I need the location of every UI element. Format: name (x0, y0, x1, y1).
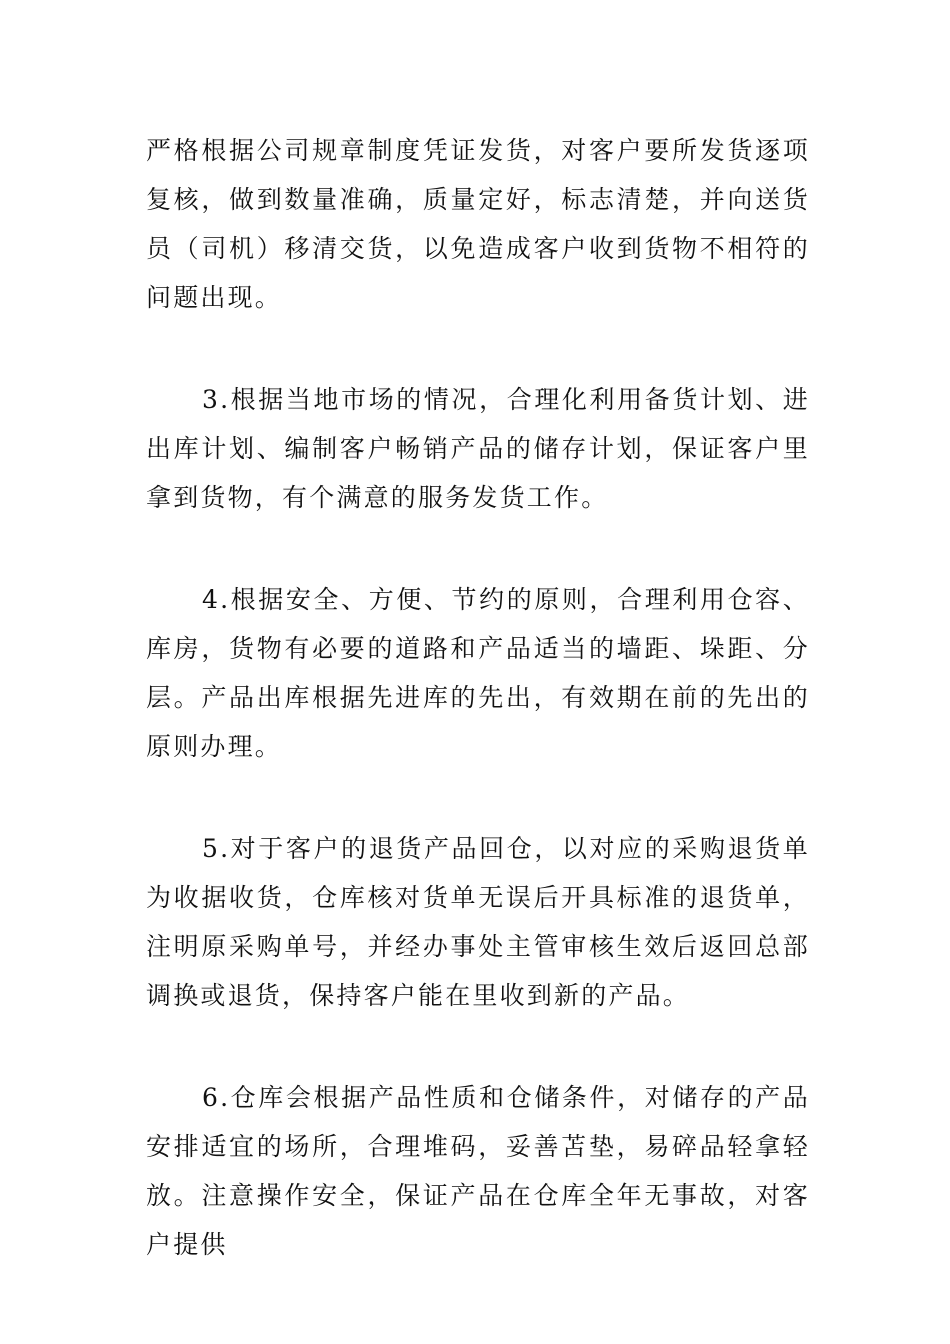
document-body (146, 126, 810, 1269)
paragraph-item-6: 6.仓库会根据产品性质和仓储条件，对储存的产品安排适宜的场所，合理堆码，妥善苫垫，易碎品轻拿轻放。注意操作安全，保证产品在仓库全年无事故，对客户提供 (146, 1083, 810, 1259)
paragraph-spacer (146, 522, 810, 575)
paragraph-spacer (146, 1020, 810, 1073)
paragraph-item-3: 3.根据当地市场的情况，合理化利用备货计划、进出库计划、编制客户畅销产品的储存计划，保证客户里拿到货物，有个满意的服务发货工作。 (146, 385, 810, 512)
paragraph-spacer (146, 771, 810, 824)
paragraph-spacer (146, 322, 810, 375)
paragraph-shipping-verification: 严格根据公司规章制度凭证发货，对客户要所发货逐项复核，做到数量准确，质量定好，标志清楚，并向送货员（司机）移清交货，以免造成客户收到货物不相符的问题出现。 (146, 136, 810, 312)
paragraph-item-5: 5.对于客户的退货产品回仓，以对应的采购退货单为收据收货，仓库核对货单无误后开具标准的退货单，注明原采购单号，并经办事处主管审核生效后返回总部调换或退货，保持客户能在里收到新的产品。 (146, 834, 810, 1010)
paragraph-item-4: 4.根据安全、方便、节约的原则，合理利用仓容、库房，货物有必要的道路和产品适当的墙距、垛距、分层。产品出库根据先进库的先出，有效期在前的先出的原则办理。 (146, 585, 810, 761)
